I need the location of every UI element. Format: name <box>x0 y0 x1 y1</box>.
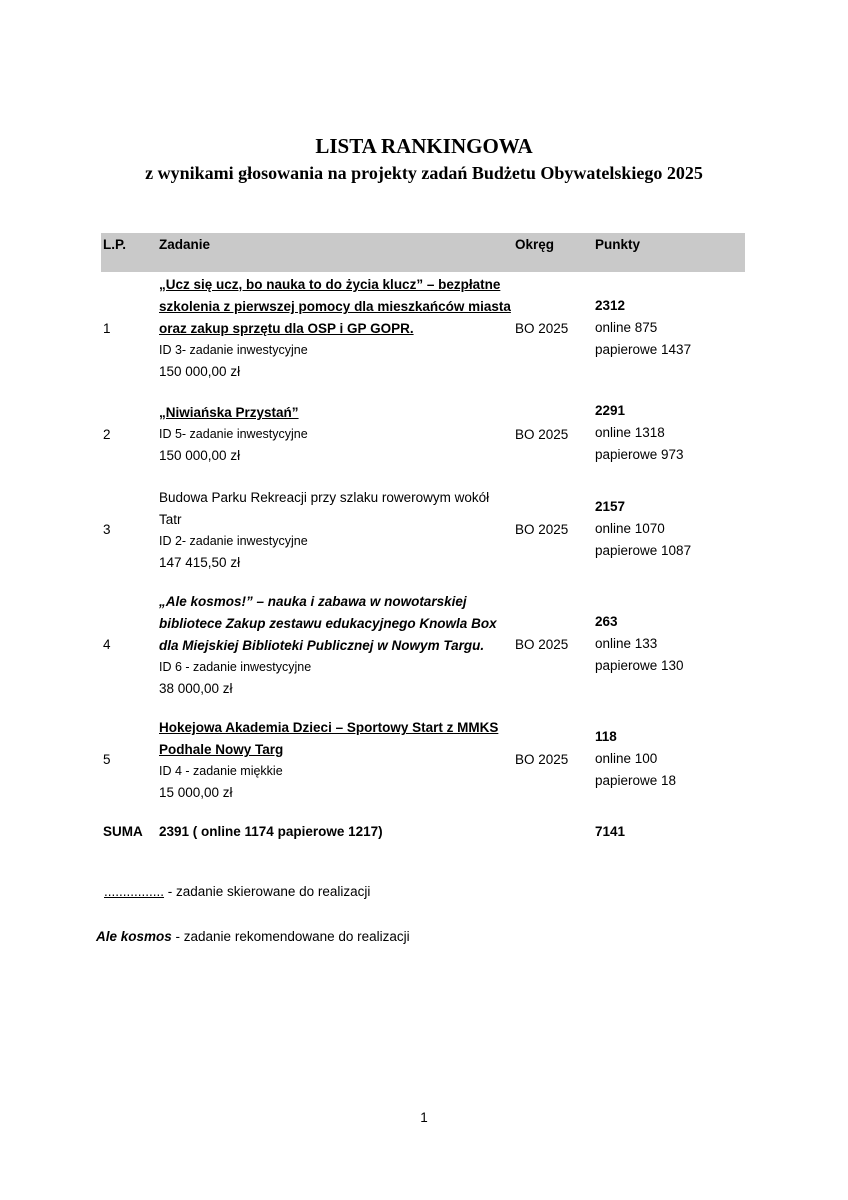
header-lp: L.P. <box>103 237 127 252</box>
task-name-line: Tatr <box>159 512 182 527</box>
row-lp: 1 <box>103 321 111 336</box>
task-amount: 150 000,00 zł <box>159 448 241 463</box>
points-total: 263 <box>595 614 618 629</box>
header-district: Okręg <box>515 237 555 252</box>
task-name-line: dla Miejskiej Biblioteki Publicznej w Nowym Targu. <box>159 638 485 653</box>
task-name-line: Hokejowa Akademia Dzieci – Sportowy Start z MMKS <box>159 720 499 735</box>
row-points <box>595 400 684 466</box>
row-district: BO 2025 <box>515 637 569 652</box>
points-paper: papierowe 973 <box>595 447 684 462</box>
task-name-line: szkolenia z pierwszej pomocy dla mieszkańców miasta <box>159 299 511 314</box>
task-amount: 150 000,00 zł <box>159 364 241 379</box>
task-amount: 15 000,00 zł <box>159 785 233 800</box>
task-name-line: oraz zakup sprzętu dla OSP i GP GOPR. <box>159 321 414 336</box>
sum-votes: 2391 ( online 1174 papierowe 1217) <box>159 824 383 839</box>
sum-label: SUMA <box>103 824 143 839</box>
task-name-line: Podhale Nowy Targ <box>159 742 284 757</box>
row-district: BO 2025 <box>515 321 569 336</box>
points-total: 118 <box>595 729 617 744</box>
legend-recommended-text: - zadanie rekomendowane do realizacji <box>171 929 410 944</box>
header-task: Zadanie <box>159 237 211 252</box>
document-title: LISTA RANKINGOWA <box>315 134 533 158</box>
task-id: ID 2- zadanie inwestycyjne <box>159 534 308 548</box>
document-subtitle: z wynikami głosowania na projekty zadań Budżetu Obywatelskiego 2025 <box>145 163 703 183</box>
points-total: 2291 <box>595 403 626 418</box>
task-name-line: bibliotece Zakup zestawu edukacyjnego Knowla Box <box>159 616 497 631</box>
task-name-line: „Ucz się ucz, bo nauka to do życia klucz” – bezpłatne <box>159 277 501 292</box>
row-task <box>159 487 515 574</box>
row-district: BO 2025 <box>515 427 569 442</box>
row-lp: 3 <box>103 522 111 537</box>
points-paper: papierowe 130 <box>595 658 684 673</box>
task-id: ID 4 - zadanie miękkie <box>159 764 283 778</box>
legend-recommended-name: Ale kosmos <box>96 929 172 944</box>
row-task <box>159 591 515 700</box>
row-task <box>159 274 515 383</box>
legend-dots: ................ <box>104 884 165 899</box>
task-amount: 147 415,50 zł <box>159 555 241 570</box>
row-points <box>595 496 691 562</box>
points-total: 2157 <box>595 499 626 514</box>
page-number: 1 <box>420 1110 428 1125</box>
points-paper: papierowe 18 <box>595 773 677 788</box>
row-lp: 5 <box>103 752 111 767</box>
row-points <box>595 611 684 677</box>
legend-recommended <box>96 926 410 948</box>
points-online: online 100 <box>595 751 658 766</box>
task-amount: 38 000,00 zł <box>159 681 233 696</box>
points-paper: papierowe 1087 <box>595 543 692 558</box>
points-online: online 133 <box>595 636 658 651</box>
task-name-line: „Niwiańska Przystań” <box>159 405 299 420</box>
row-lp: 4 <box>103 637 111 652</box>
legend-realized <box>104 881 370 903</box>
row-district: BO 2025 <box>515 752 569 767</box>
row-task <box>159 717 515 804</box>
row-points <box>595 295 691 361</box>
points-online: online 875 <box>595 320 658 335</box>
task-name-line: „Ale kosmos!” – nauka i zabawa w nowotarskiej <box>159 594 467 609</box>
row-points <box>595 726 676 792</box>
table-header <box>101 233 745 272</box>
sum-points: 7141 <box>595 824 626 839</box>
row-district: BO 2025 <box>515 522 569 537</box>
points-online: online 1318 <box>595 425 665 440</box>
row-lp: 2 <box>103 427 111 442</box>
legend-realized-text: - zadanie skierowane do realizacji <box>164 884 371 899</box>
points-total: 2312 <box>595 298 626 313</box>
header-points: Punkty <box>595 237 641 252</box>
points-online: online 1070 <box>595 521 665 536</box>
task-id: ID 5- zadanie inwestycyjne <box>159 427 308 441</box>
task-id: ID 6 - zadanie inwestycyjne <box>159 660 312 674</box>
task-name-line: Budowa Parku Rekreacji przy szlaku rowerowym wokół <box>159 490 490 505</box>
row-task <box>159 402 515 467</box>
task-id: ID 3- zadanie inwestycyjne <box>159 343 308 357</box>
points-paper: papierowe 1437 <box>595 342 692 357</box>
